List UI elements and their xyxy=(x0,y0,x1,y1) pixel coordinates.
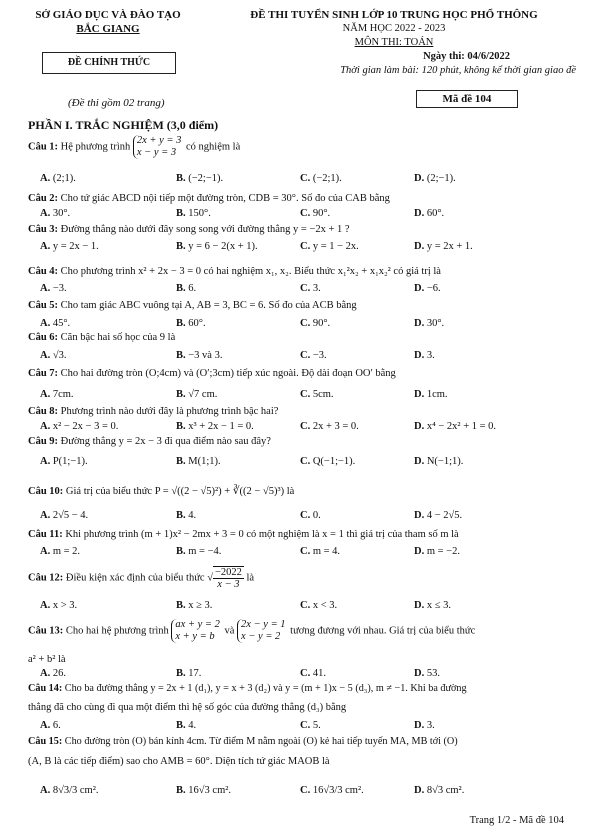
question-5: Câu 5: Cho tam giác ABC vuông tại A, AB = 3, BC = 6. Số đo của ACB bằng xyxy=(28,300,357,311)
sqrt-fraction: √ $\frac{-2022}{x - 3}$ xyxy=(207,567,242,590)
option-d[interactable]: D. y = 2x + 1. xyxy=(414,241,473,252)
option-a[interactable]: A. 6. xyxy=(40,720,61,731)
province-name: BẮC GIANG xyxy=(76,23,140,35)
question-9: Câu 9: Đường thẳng y = 2x − 3 đi qua điểm nào sau đây? xyxy=(28,436,271,447)
option-b[interactable]: B. 150°. xyxy=(176,208,211,219)
option-a[interactable]: A. (2;1). xyxy=(40,173,76,184)
option-c[interactable]: C. y = 1 − 2x. xyxy=(300,241,359,252)
question-7: Câu 7: Cho hai đường tròn (O;4cm) và (O′;3cm) tiếp xúc ngoài. Độ dài đoạn OO′ bằng xyxy=(28,368,396,379)
question-15: Câu 15: Cho đường tròn (O) bán kính 4cm. Từ điểm M nằm ngoài (O) kẻ hai tiếp tuyến MA, MB tới (O) xyxy=(28,736,458,747)
department-name: SỞ GIÁO DỤC VÀ ĐÀO TẠO xyxy=(35,9,181,21)
option-c[interactable]: C. 5cm. xyxy=(300,389,334,400)
option-b[interactable]: B. 4. xyxy=(176,720,197,731)
option-a[interactable]: A. m = 2. xyxy=(40,546,81,557)
question-10: Câu 10: Giá trị của biểu thức P = √((2 − √5)²) + ∛((2 − √5)³) là xyxy=(28,486,295,497)
option-c[interactable]: C. −3. xyxy=(300,350,327,361)
option-b[interactable]: B. √7 cm. xyxy=(176,389,218,400)
option-d[interactable]: D. 4 − 2√5. xyxy=(414,510,463,521)
school-year: NĂM HỌC 2022 - 2023 xyxy=(342,23,446,34)
option-b[interactable]: B. 17. xyxy=(176,668,202,679)
option-b[interactable]: B. M(1;1). xyxy=(176,456,221,467)
question-13-line2: a² + b² là xyxy=(28,654,66,665)
option-d[interactable]: D. 8√3 cm². xyxy=(414,785,465,796)
option-b[interactable]: B. 16√3 cm². xyxy=(176,785,232,796)
question-3: Câu 3: Đường thẳng nào dưới đây song song với đường thẳng y = −2x + 1 ? xyxy=(28,224,350,235)
option-d[interactable]: D. x⁴ − 2x² + 1 = 0. xyxy=(414,421,497,432)
option-a[interactable]: A. P(1;−1). xyxy=(40,456,88,467)
option-d[interactable]: D. (2;−1). xyxy=(414,173,456,184)
option-b[interactable]: B. x ≥ 3. xyxy=(176,600,213,611)
option-c[interactable]: C. 16√3/3 cm². xyxy=(300,785,364,796)
option-b[interactable]: B. 4. xyxy=(176,510,197,521)
question-14-line2: thẳng đã cho cùng đi qua một điểm thì hệ số góc của đường thẳng (d₃) bằng xyxy=(28,702,347,713)
option-c[interactable]: C. 0. xyxy=(300,510,321,521)
option-b[interactable]: B. 60°. xyxy=(176,318,206,329)
question-15-line2: (A, B là các tiếp điểm) sao cho AMB = 60°. Diện tích tứ giác MAOB là xyxy=(28,756,330,767)
pages-note: (Đề thi gồm 02 trang) xyxy=(68,97,165,109)
option-c[interactable]: C. m = 4. xyxy=(300,546,341,557)
option-d[interactable]: D. −6. xyxy=(414,283,441,294)
option-d[interactable]: D. 1cm. xyxy=(414,389,448,400)
option-a[interactable]: A. x² − 2x − 3 = 0. xyxy=(40,421,119,432)
option-c[interactable]: C. Q(−1;−1). xyxy=(300,456,356,467)
option-d[interactable]: D. m = −2. xyxy=(414,546,460,557)
option-c[interactable]: C. 90°. xyxy=(300,208,331,219)
equation-system: 2x − y = 1 x − y = 2 xyxy=(237,619,286,643)
option-c[interactable]: C. 2x + 3 = 0. xyxy=(300,421,359,432)
option-b[interactable]: B. −3 và 3. xyxy=(176,350,223,361)
question-13: Câu 13: Cho hai hệ phương trình ax + y = 2 x + y = b và 2x − y = 1 x − y = 2 tương đương với nhau. Giá trị của biểu thức xyxy=(28,619,476,642)
exam-code-box: Mã đề 104 xyxy=(416,90,518,108)
question-12: Câu 12: Điều kiện xác định của biểu thức √ $\frac{-2022}{x - 3}$ là xyxy=(28,567,255,590)
question-8: Câu 8: Phương trình nào dưới đây là phương trình bậc hai? xyxy=(28,406,279,417)
option-c[interactable]: C. 5. xyxy=(300,720,321,731)
question-1: Câu 1: Hệ phương trình 2x + y = 3 x − y = 3 có nghiệm là xyxy=(28,135,241,158)
option-b[interactable]: B. (−2;−1). xyxy=(176,173,224,184)
official-exam-box: ĐỀ CHÍNH THỨC xyxy=(42,52,176,74)
option-d[interactable]: D. 3. xyxy=(414,350,435,361)
option-b[interactable]: B. y = 6 − 2(x + 1). xyxy=(176,241,258,252)
option-d[interactable]: D. x ≤ 3. xyxy=(414,600,451,611)
page-footer: Trang 1/2 - Mã đề 104 xyxy=(469,815,564,826)
exam-title: ĐỀ THI TUYỂN SINH LỚP 10 TRUNG HỌC PHỔ THÔNG xyxy=(250,9,538,21)
exam-header xyxy=(208,8,580,78)
option-d[interactable]: D. 30°. xyxy=(414,318,445,329)
option-c[interactable]: C. (−2;1). xyxy=(300,173,342,184)
option-a[interactable]: A. 7cm. xyxy=(40,389,74,400)
question-4: Câu 4: Cho phương trình x² + 2x − 3 = 0 có hai nghiệm x₁, x₂. Biểu thức x₁²x₂ + x₁x₂² có giá trị là xyxy=(28,266,441,277)
option-a[interactable]: A. 45°. xyxy=(40,318,71,329)
option-d[interactable]: D. 60°. xyxy=(414,208,445,219)
option-c[interactable]: C. 3. xyxy=(300,283,321,294)
option-d[interactable]: D. 53. xyxy=(414,668,440,679)
option-d[interactable]: D. 3. xyxy=(414,720,435,731)
option-a[interactable]: A. y = 2x − 1. xyxy=(40,241,99,252)
option-a[interactable]: A. x > 3. xyxy=(40,600,78,611)
option-b[interactable]: B. x³ + 2x − 1 = 0. xyxy=(176,421,254,432)
department-header xyxy=(18,8,198,36)
option-b[interactable]: B. 6. xyxy=(176,283,197,294)
option-a[interactable]: A. −3. xyxy=(40,283,67,294)
option-a[interactable]: A. 8√3/3 cm². xyxy=(40,785,99,796)
option-a[interactable]: A. 26. xyxy=(40,668,66,679)
option-b[interactable]: B. m = −4. xyxy=(176,546,222,557)
part-title: PHẦN I. TRẮC NGHIỆM (3,0 điểm) xyxy=(28,118,219,132)
subject: MÔN THI: TOÁN xyxy=(354,37,434,48)
question-2: Câu 2: Cho tứ giác ABCD nội tiếp một đường tròn, CDB = 30°. Số đo của CAB bằng xyxy=(28,193,390,204)
option-d[interactable]: D. N(−1;1). xyxy=(414,456,464,467)
option-a[interactable]: A. 30°. xyxy=(40,208,71,219)
equation-system: 2x + y = 3 x − y = 3 xyxy=(133,135,182,159)
option-a[interactable]: A. 2√5 − 4. xyxy=(40,510,89,521)
option-c[interactable]: C. 41. xyxy=(300,668,326,679)
exam-date: Ngày thi: 04/6/2022 xyxy=(423,51,510,62)
question-6: Câu 6: Căn bậc hai số học của 9 là xyxy=(28,332,176,343)
question-14: Câu 14: Cho ba đường thẳng y = 2x + 1 (d₁), y = x + 3 (d₂) và y = (m + 1)x − 5 (d₃), m ≠ −1. Khi ba đường xyxy=(28,683,467,694)
option-a[interactable]: A. √3. xyxy=(40,350,67,361)
option-c[interactable]: C. x < 3. xyxy=(300,600,338,611)
question-label: Câu 1: xyxy=(28,141,59,153)
time-note: Thời gian làm bài: 120 phút, không kể thời gian giao đề xyxy=(340,65,576,76)
equation-system: ax + y = 2 x + y = b xyxy=(171,619,220,643)
question-11: Câu 11: Khi phương trình (m + 1)x² − 2mx + 3 = 0 có một nghiệm là x = 1 thì giá trị của tham số m là xyxy=(28,529,459,540)
option-c[interactable]: C. 90°. xyxy=(300,318,331,329)
